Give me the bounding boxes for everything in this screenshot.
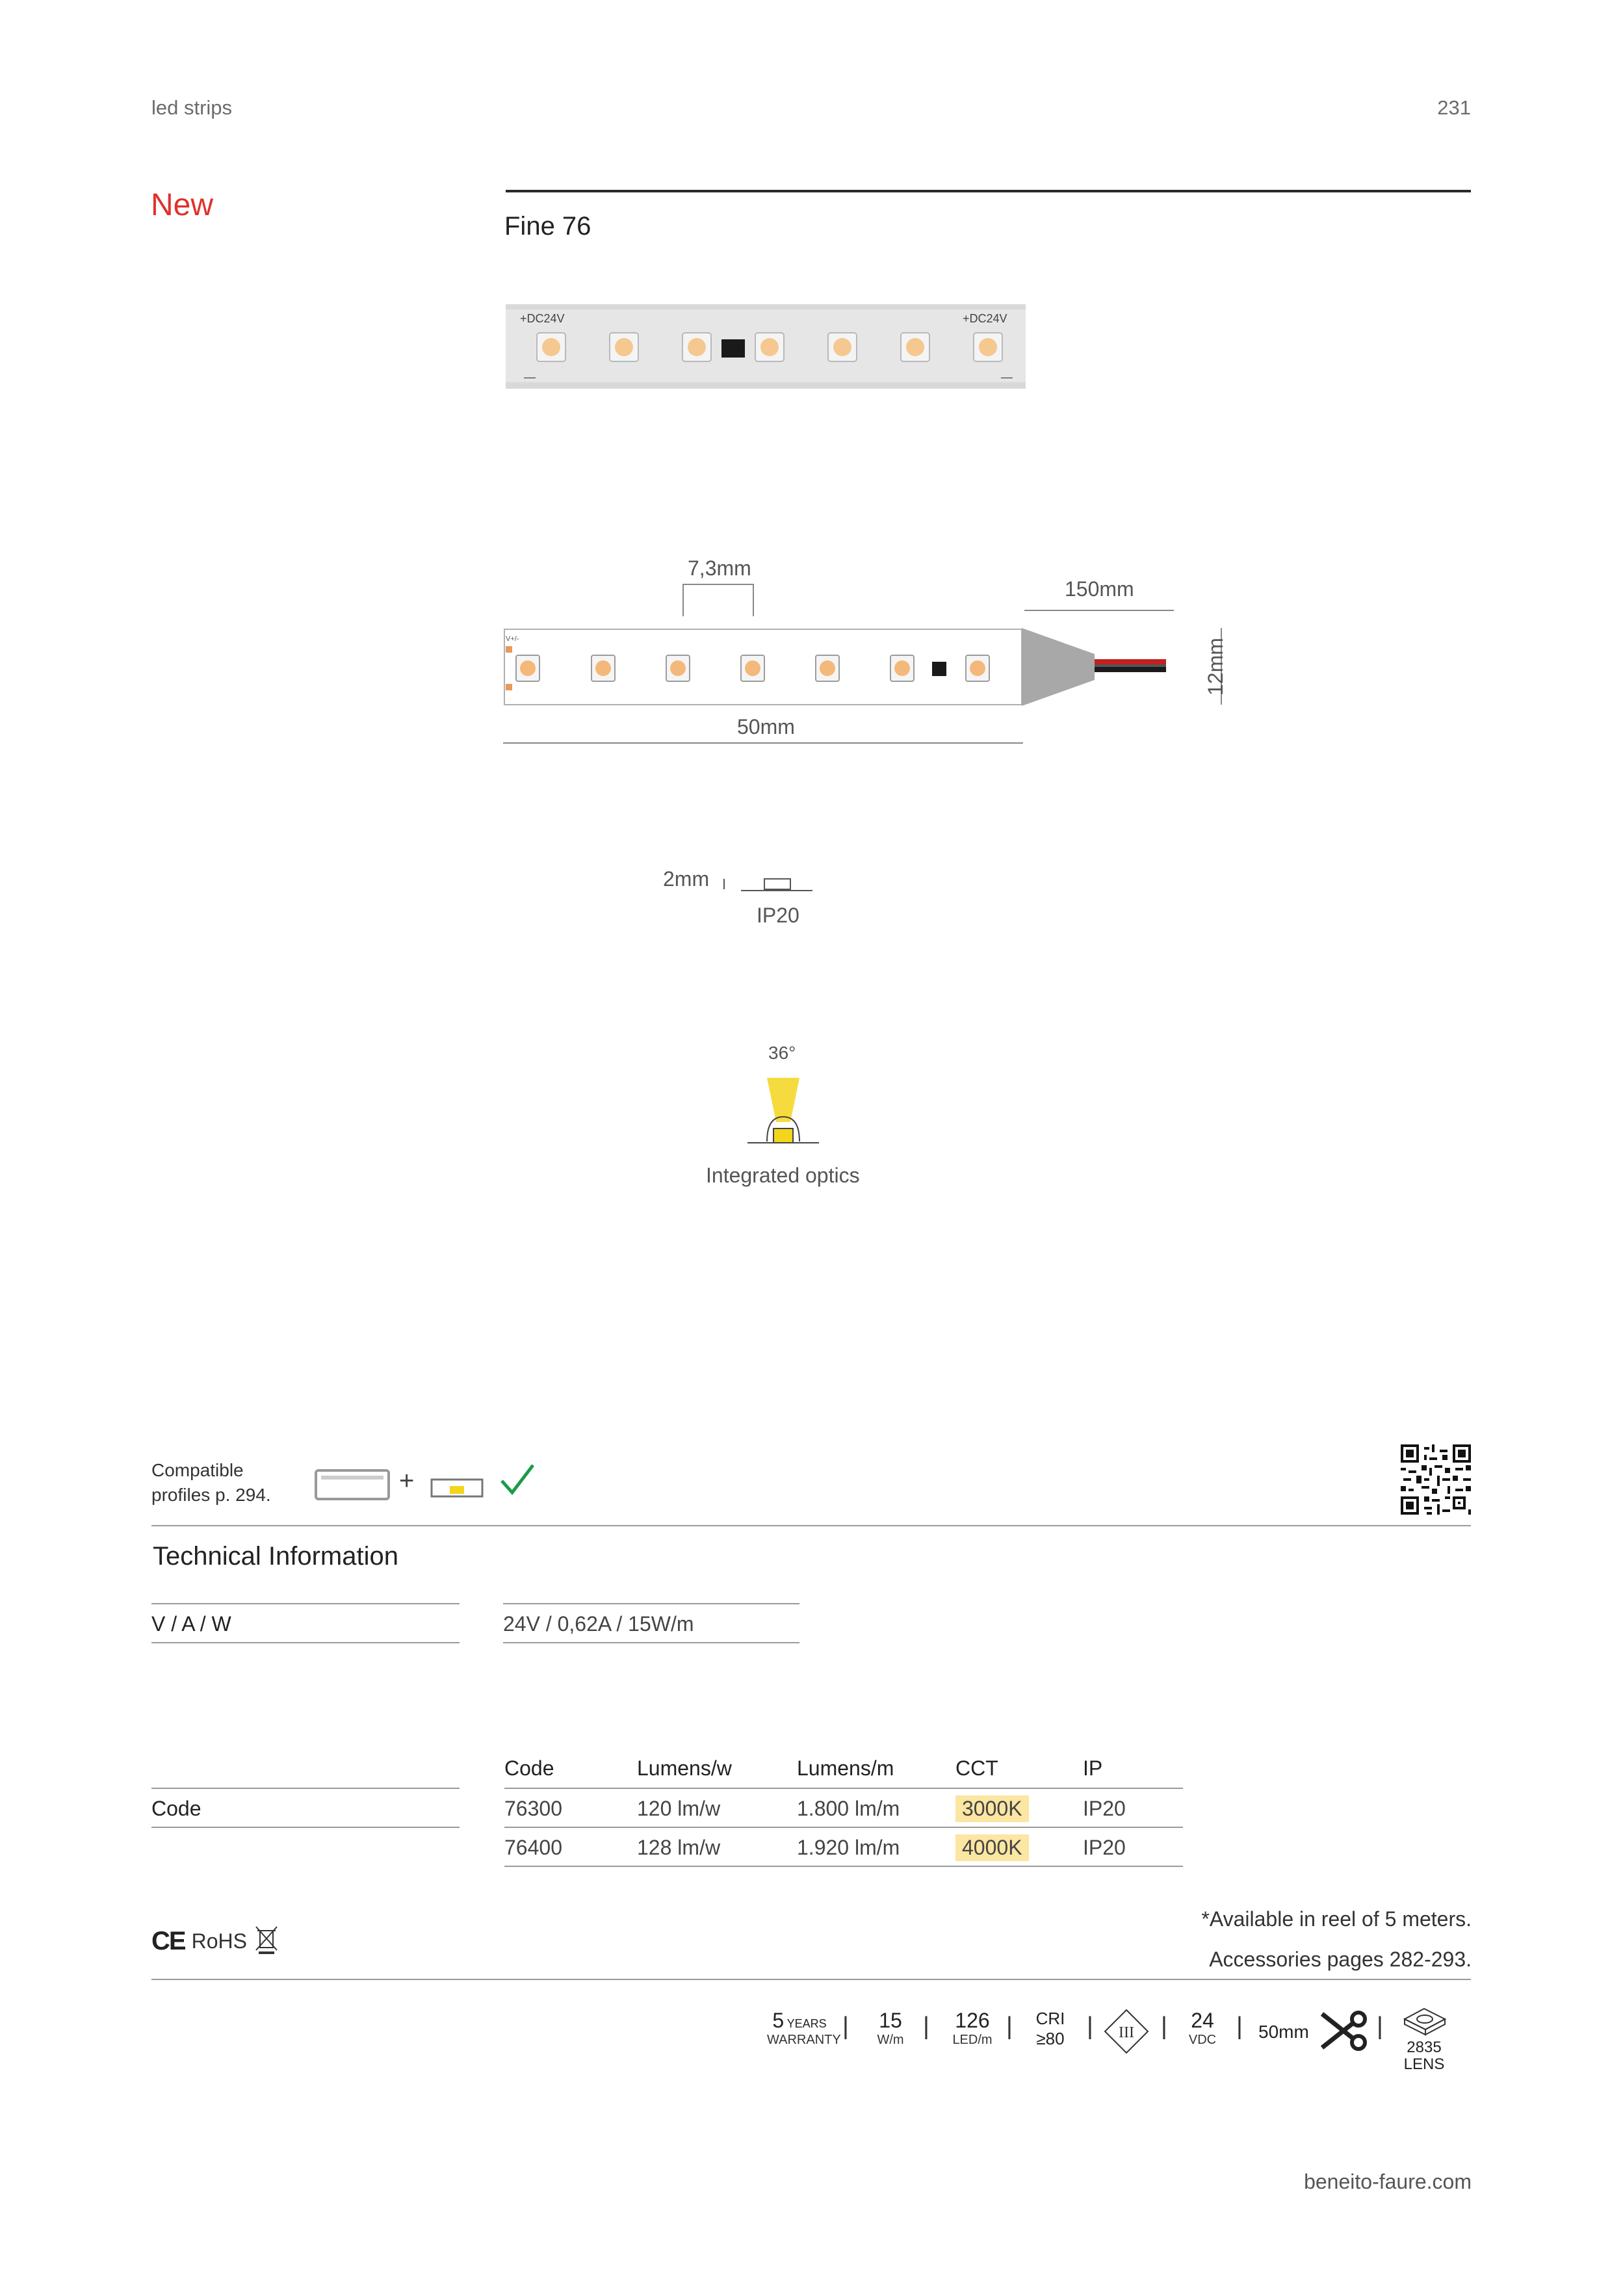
dim-width: 12mm [1204,638,1227,696]
dim-pitch: 7,3mm [688,556,751,580]
row2-lumens-w: 128 lm/w [637,1836,721,1859]
chip-model: 2835 [1407,2039,1442,2056]
code-label-rule-top [151,1788,460,1789]
watts-badge [864,2009,916,2048]
divider-notes [151,1979,1471,1980]
cable-dim-line [1024,610,1174,611]
row1-cct: 3000K [955,1795,1029,1822]
leds-value: 126 [955,2009,990,2032]
voltage-badge [1176,2009,1228,2048]
vaw-label: V / A / W [151,1612,231,1636]
qr-code[interactable] [1401,1444,1471,1515]
warranty-number: 5 [772,2009,785,2032]
warranty-label: WARRANTY [767,2033,841,2047]
cri-value: ≥80 [1036,2029,1065,2048]
optics-icon [741,1071,825,1149]
row2-code: 76400 [504,1836,562,1859]
strip-insert-icon [430,1477,484,1499]
cut-length: 50mm [1258,2022,1309,2042]
row1-lumens-w: 120 lm/w [637,1797,721,1820]
separator: | [1161,2013,1167,2040]
lens-label: LENS [1403,2055,1445,2073]
compatible-line1: Compatible [151,1460,244,1480]
strip-minus-right: — [1001,371,1013,384]
strip-label-right: +DC24V [963,312,1007,325]
table-row [504,1828,1183,1866]
spec-icon-row [767,2009,1475,2087]
separator: | [1377,2013,1383,2040]
optics-label: Integrated optics [706,1164,860,1187]
table-header [504,1756,1183,1788]
vaw-rule-bottom [151,1642,460,1643]
check-icon [499,1461,536,1498]
col-ip: IP [1083,1756,1103,1780]
pitch-bracket [682,584,754,616]
cri-badge [1024,2009,1076,2049]
dim-cable: 150mm [1065,577,1134,601]
row2-cct: 4000K [955,1834,1029,1861]
vaw-rule-top [151,1603,460,1604]
row2-ip: IP20 [1083,1836,1126,1859]
row2-lumens-m: 1.920 lm/m [797,1836,900,1859]
col-lumens-w: Lumens/w [637,1756,732,1780]
tech-info-title: Technical Information [153,1542,398,1571]
divider-compatible [151,1525,1471,1526]
vaw-value-rule-top [503,1603,799,1604]
beam-angle: 36° [768,1043,796,1063]
ip-rating: IP20 [757,904,799,927]
profile-section-icon [721,871,819,894]
spec-table [504,1756,1183,1867]
table-row [504,1789,1183,1827]
website-link[interactable]: beneito-faure.com [1304,2170,1472,2193]
leds-unit: LED/m [952,2033,993,2047]
new-badge: New [151,188,214,222]
dim-height: 2mm [663,867,710,891]
separator: | [923,2013,929,2040]
cri-label: CRI [1035,2009,1065,2028]
strip-top-label: V+/- [506,635,519,643]
certifications [151,1924,279,1959]
strip-photo [506,304,1026,389]
led-chip-icon [1398,2003,1450,2036]
separator: | [1087,2013,1093,2040]
col-code: Code [504,1756,554,1780]
strip-label-left: +DC24V [520,312,565,325]
separator: | [842,2013,849,2040]
class-iii-icon [1104,2009,1149,2057]
cut-dim-line [503,742,1023,744]
voltage-value: 24 [1191,2009,1214,2032]
weee-bin-icon [253,1924,279,1959]
strip-minus-left: — [524,371,536,384]
vaw-value: 24V / 0,62A / 15W/m [503,1612,694,1636]
watts-value: 15 [879,2009,902,2032]
row1-ip: IP20 [1083,1797,1126,1820]
separator: | [1236,2013,1243,2040]
row1-code: 76300 [504,1797,562,1820]
dim-cut-length: 50mm [737,715,795,738]
ce-mark: CE [151,1927,185,1955]
col-cct: CCT [955,1756,998,1780]
chip-badge [1395,2003,1453,2073]
reel-note: *Available in reel of 5 meters. [1201,1907,1472,1931]
separator: | [1006,2013,1013,2040]
leds-badge [940,2009,1005,2048]
class-symbol: III [1119,2024,1134,2041]
page-number: 231 [1437,96,1471,119]
scissors-icon [1319,2010,1369,2055]
code-label-rule-bottom [151,1827,460,1828]
rohs-mark: RoHS [191,1929,247,1953]
watts-unit: W/m [877,2033,904,2047]
vaw-value-rule-bottom [503,1642,799,1643]
accessories-note: Accessories pages 282-293. [1209,1948,1472,1971]
col-lumens-m: Lumens/m [797,1756,894,1780]
warranty-badge [767,2009,841,2048]
profile-icon [315,1468,390,1502]
compatible-plus: + [399,1467,415,1495]
section-label: led strips [151,96,233,119]
code-label: Code [151,1797,201,1820]
warranty-years: YEARS [786,2017,827,2030]
row1-lumens-m: 1.800 lm/m [797,1797,900,1820]
product-title: Fine 76 [504,212,591,241]
voltage-unit: VDC [1188,2033,1217,2047]
title-rule [506,190,1471,192]
compatible-line2: profiles p. 294. [151,1485,271,1505]
strip-drawing [503,628,1186,706]
